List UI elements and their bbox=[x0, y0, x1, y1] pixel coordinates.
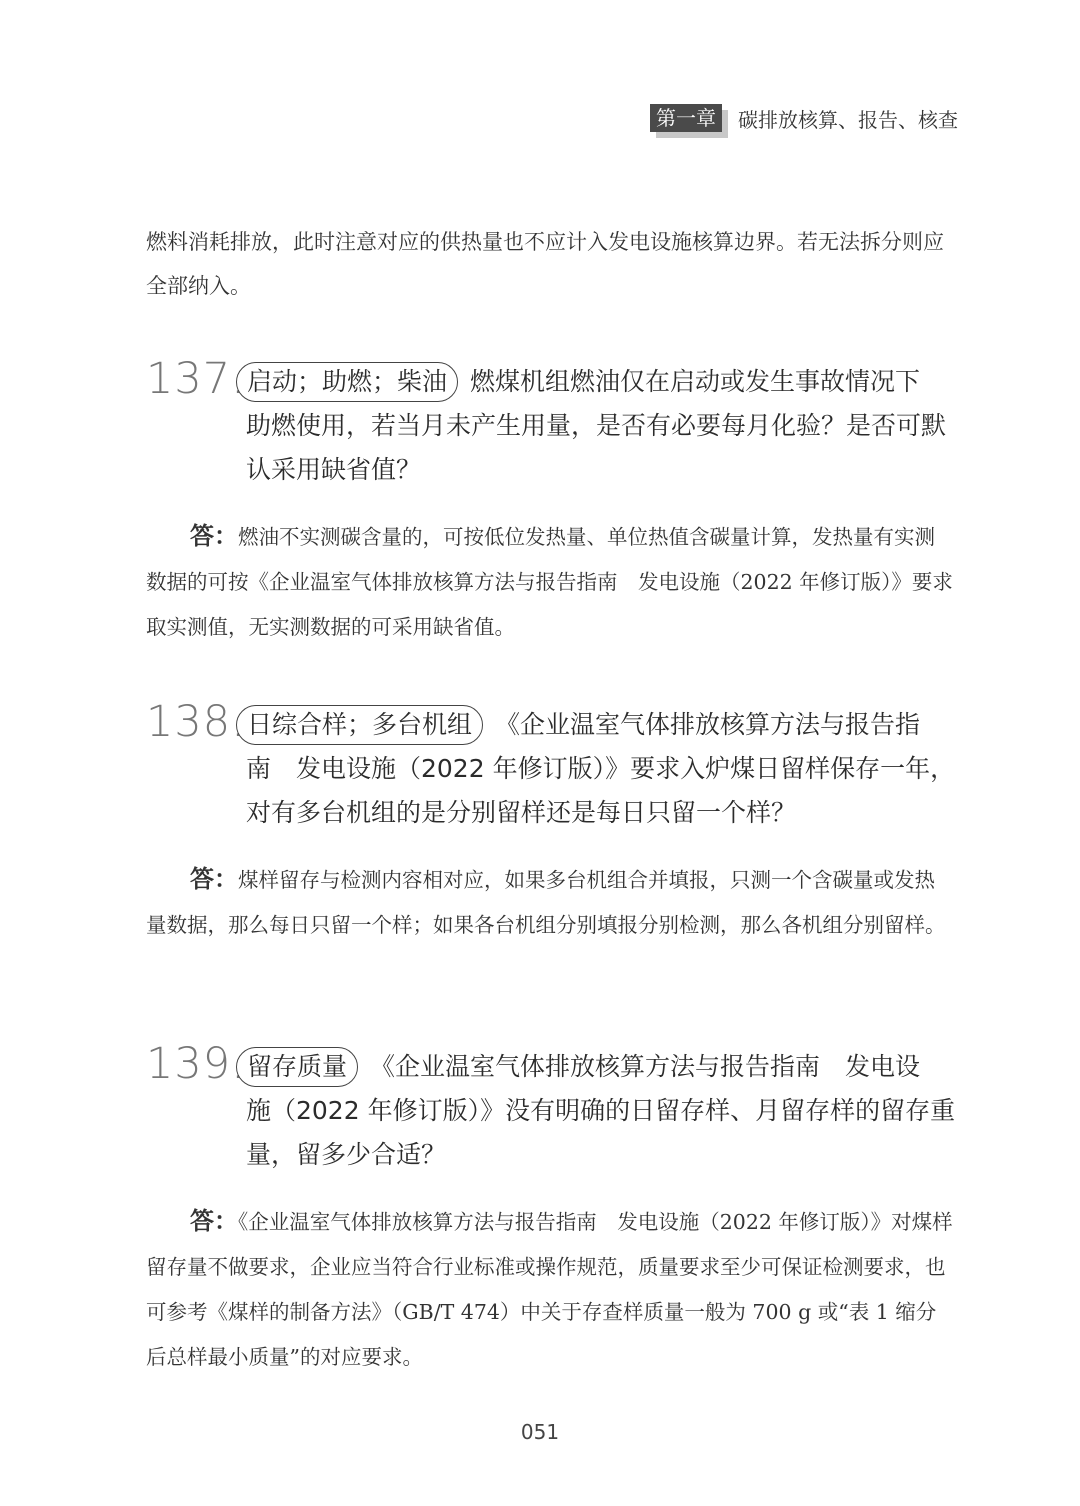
keyword-tag: 启动；助燃；柴油 bbox=[236, 362, 458, 402]
answer-text: 燃油不实测碳含量的，可按低位发热量、单位热值含碳量计算，发热量有实测数据的可按《企业温室气体排放核算方法与报告指南 发电设施（2022 年修订版）》要求取实测值，无实测数据的可采用缺省值。 bbox=[146, 525, 953, 639]
question-first-line bbox=[236, 1047, 920, 1087]
question-first-line bbox=[236, 362, 920, 402]
question-line1: 《企业温室气体排放核算方法与报告指南 发电设 bbox=[370, 1052, 921, 1081]
question-line1: 燃煤机组燃油仅在启动或发生事故情况下 bbox=[470, 367, 921, 396]
question-first-line bbox=[236, 705, 920, 745]
question-text: 南 发电设施（2022 年修订版）》要求入炉煤日留样保存一年，对有多台机组的是分别留样还是每日只留一个样？ bbox=[246, 754, 956, 827]
intro-paragraph: 燃料消耗排放，此时注意对应的供热量也不应计入发电设施核算边界。若无法拆分则应全部纳入。 bbox=[146, 230, 944, 298]
question-text: 施（2022 年修订版）》没有明确的日留存样、月留存样的留存重量，留多少合适？ bbox=[246, 1096, 956, 1169]
page-number: 051 bbox=[520, 1420, 560, 1444]
answer-text: 《企业温室气体排放核算方法与报告指南 发电设施（2022 年修订版）》对煤样留存量不做要求，企业应当符合行业标准或操作规范，质量要求至少可保证检测要求，也可参考《煤样的制备方法》（GB/T 474）中关于存查样质量一般为 700 g 或“表 1 缩分后总样最小质量”的对应要求。 bbox=[146, 1210, 953, 1369]
answer-label: 答： bbox=[190, 522, 238, 550]
question-number: 138. bbox=[146, 697, 246, 747]
question-line1: 《企业温室气体排放核算方法与报告指 bbox=[495, 710, 921, 739]
answer-label: 答： bbox=[190, 865, 238, 893]
answer-paragraph bbox=[146, 1199, 954, 1380]
running-header bbox=[0, 100, 1080, 140]
keyword-tag: 留存质量 bbox=[236, 1047, 358, 1087]
answer-label: 答： bbox=[190, 1207, 238, 1235]
answer-paragraph bbox=[146, 514, 954, 650]
chapter-tag: 第一章 bbox=[650, 104, 722, 132]
question-text: 助燃使用，若当月未产生用量，是否有必要每月化验？是否可默认采用缺省值？ bbox=[246, 411, 947, 484]
answer-text: 煤样留存与检测内容相对应，如果多台机组合并填报，只测一个含碳量或发热量数据，那么每日只留一个样；如果各台机组分别填报分别检测，那么各机组分别留样。 bbox=[146, 868, 946, 937]
chapter-title: 碳排放核算、报告、核查 bbox=[738, 108, 958, 132]
answer-paragraph bbox=[146, 857, 954, 948]
question-number: 139. bbox=[146, 1039, 246, 1089]
keyword-tag: 日综合样；多台机组 bbox=[236, 705, 483, 745]
question-number: 137. bbox=[146, 354, 246, 404]
